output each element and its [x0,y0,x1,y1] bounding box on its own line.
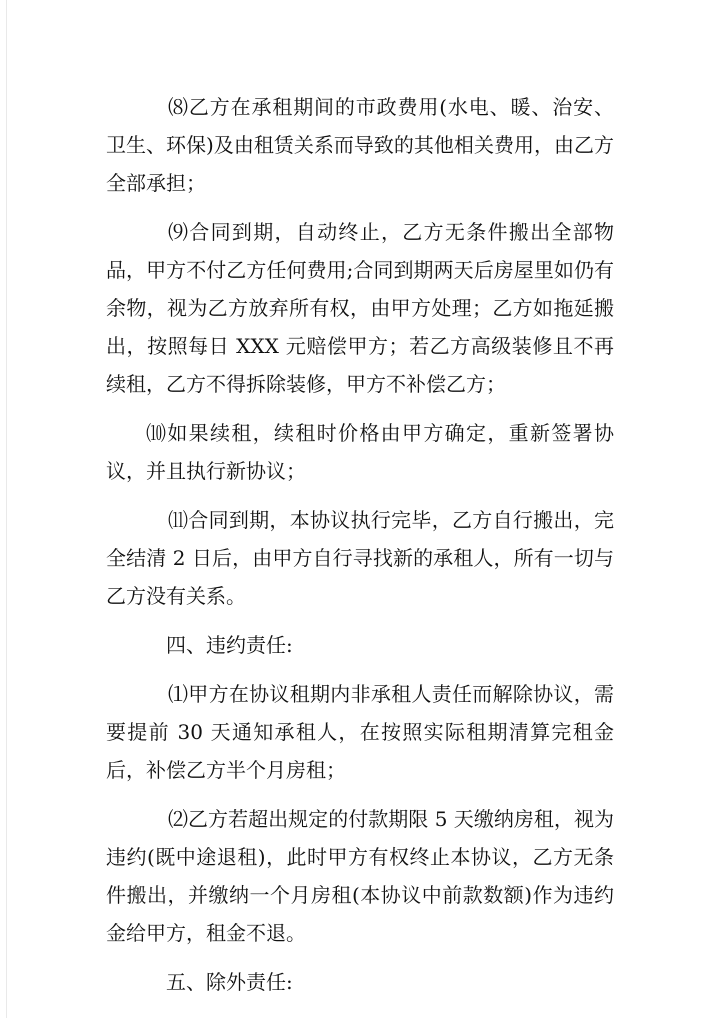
document-body [106,88,614,1012]
clause-10: ⑽如果续租，续租时价格由甲方确定，重新签署协议，并且执行新协议； [106,421,614,483]
clause-8: ⑻乙方在承租期间的市政费用(水电、暖、治安、卫生、环保)及由租赁关系而导致的其他相关费用，由乙方全部承担； [106,95,614,195]
clause-11: ⑾合同到期，本协议执行完毕，乙方自行搬出，完全结清 2 日后，由甲方自行寻找新的承租人，所有一切与乙方没有关系。 [106,508,614,608]
section-heading-exclusions: 五、除外责任: [166,970,293,994]
breach-clause-1: ⑴甲方在协议租期内非承租人责任而解除协议，需要提前 30 天通知承租人，在按照实际租期清算完租金后，补偿乙方半个月房租； [106,682,614,782]
section-heading-breach: 四、违约责任: [166,633,293,657]
breach-clause-2: ⑵乙方若超出规定的付款期限 5 天缴纳房租，视为违约(既中途退租)，此时甲方有权终止本协议，乙方无条件搬出，并缴纳一个月房租(本协议中前款数额)作为违约金给甲方，租金不退。 [106,807,614,945]
page-edge [6,0,7,1018]
clause-9: ⑼合同到期，自动终止，乙方无条件搬出全部物品，甲方不付乙方任何费用;合同到期两天后房屋里如仍有余物，视为乙方放弃所有权，由甲方处理；乙方如拖延搬出，按照每日 XXX 元赔偿甲方；若乙方高级装修且不再续租，乙方不得拆除装修，甲方不补偿乙方； [106,220,614,396]
